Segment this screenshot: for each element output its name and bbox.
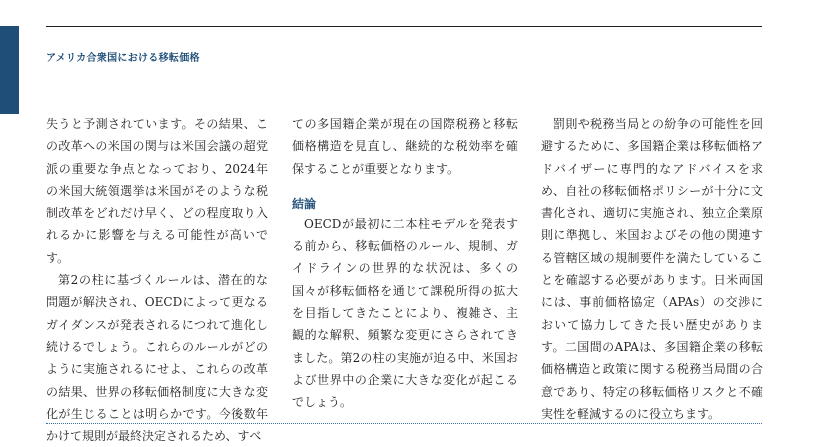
paragraph: 第2の柱に基づくルールは、潜在的な問題が解決され、OECDによって更なるガイダンスが発表されるにつれて進化し続けるでしょう。これらのルールがどのように実施されるにせよ、これらの改革の結果、世界の移転価格制度に大きな変化が生じることは明らかです。今後数年かけて規則が最終決定されるため、すべ [46,273,268,444]
section-heading-conclusion: 結論 [292,196,317,211]
footer-dotted-rule [46,423,762,424]
running-header-title: アメリカ合衆国における移転価格 [46,53,200,64]
side-accent-bar [0,26,19,114]
text-column-1 [46,113,268,447]
paragraph: OECDが最初に二本柱モデルを発表する前から、移転価格のルール、規制、ガイドラインの世界的な状況は、多くの国々が移転価格を通じて課税所得の拡大を目指してきたことにより、複雑さ、主観的な解釈、頻繁な変更にさらされてきました。第2の柱の実施が迫る中、米国および世界中の企業に大きな変化が起こるでしょう。 [292,216,518,410]
paragraph: 罰則や税務当局との紛争の可能性を回避するために、多国籍企業は移転価格アドバイザーに専門的なアドバイスを求め、自社の移転価格ポリシーが十分に文書化され、適切に実施され、独立企業原則に準拠し、米国およびその他の関連する管轄区域の規制要件を満たしていることを確認する必要があります。日米両国には、事前価格協定（APAs）の交渉において協力してきた長い歴史があります。二国間のAPAは、多国籍企業の移転価格構造と政策に関する税務当局間の合意であり、特定の移転価格リスクと不確実性を軽減するのに役立ちます。 [541,117,763,421]
paragraph: 失うと予測されています。その結果、この改革への米国の関与は米国会議の超党派の重要な争点となっており、2024年の米国大統領選挙は米国がそのような税制改革をどれだけ早く、どの程度取り入れるかに影響を与える可能性が高いです。 [46,117,268,265]
text-column-3 [541,113,763,425]
text-column-2 [292,113,518,414]
header-rule [46,26,762,27]
paragraph: ての多国籍企業が現在の国際税務と移転価格構造を見直し、継続的な税効率を確保することが重要となります。 [292,117,518,176]
